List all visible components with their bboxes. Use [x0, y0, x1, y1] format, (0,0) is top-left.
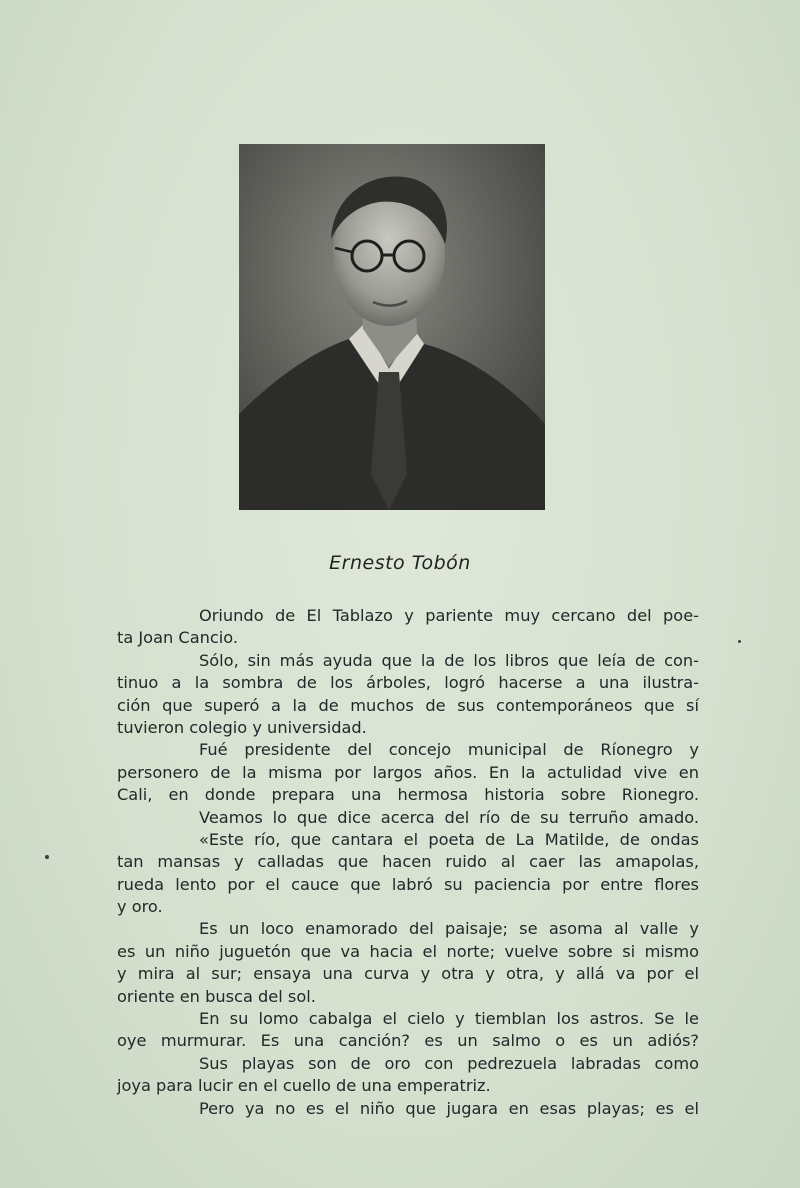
- text-line: ción que superó a la de muchos de sus contemporáneos que sí: [117, 695, 699, 715]
- text-line: Oriundo de El Tablazo y pariente muy cercano del poe-: [199, 606, 699, 625]
- text-line: Cali, en donde prepara una hermosa historia sobre Rionegro.: [117, 785, 699, 805]
- text-line: rueda lento por el cauce que labró su paciencia por entre flores: [117, 874, 699, 894]
- text-line: Fué presidente del concejo municipal de Ríonegro y: [199, 740, 699, 760]
- text-line: Pero ya no es el niño que jugara en esas playas; es el: [199, 1098, 699, 1118]
- text-line: personero de la misma por largos años. En la actulidad vive en: [117, 762, 699, 782]
- text-line: tinuo a la sombra de los árboles, logró hacerse a una ilustra-: [117, 673, 699, 693]
- paper-speck: [45, 855, 49, 859]
- text-line: joya para lucir en el cuello de una emperatriz.: [117, 1076, 491, 1096]
- text-line: «Este río, que cantara el poeta de La Matilde, de ondas: [199, 829, 699, 849]
- text-line: tuvieron colegio y universidad.: [117, 717, 367, 737]
- text-line: En su lomo cabalga el cielo y tiemblan los astros. Se le: [199, 1009, 699, 1029]
- text-line: oriente en busca del sol.: [117, 986, 316, 1006]
- text-line: Es un loco enamorado del paisaje; se asoma al valle y: [199, 919, 699, 939]
- text-line: Veamos lo que dice acerca del río de su terruño amado.: [199, 807, 699, 827]
- text-line: ta Joan Cancio.: [117, 628, 239, 648]
- text-line: y oro.: [117, 897, 163, 917]
- text-line: y mira al sur; ensaya una curva y otra y otra, y allá va por el: [117, 964, 699, 984]
- text-line: Sus playas son de oro con pedrezuela labradas como: [199, 1053, 699, 1073]
- body-text: [117, 605, 699, 1120]
- paper-speck: [738, 640, 741, 643]
- portrait-photo: [239, 144, 545, 510]
- text-line: oye murmurar. Es una canción? es un salmo o es un adiós?: [117, 1031, 699, 1051]
- text-line: es un niño juguetón que va hacia el norte; vuelve sobre si mismo: [117, 941, 699, 961]
- portrait-caption: Ernesto Tobón: [329, 552, 471, 574]
- text-line: tan mansas y calladas que hacen ruido al caer las amapolas,: [117, 852, 699, 872]
- text-line: Sólo, sin más ayuda que la de los libros que leía de con-: [199, 650, 699, 670]
- portrait-illustration: [239, 144, 545, 510]
